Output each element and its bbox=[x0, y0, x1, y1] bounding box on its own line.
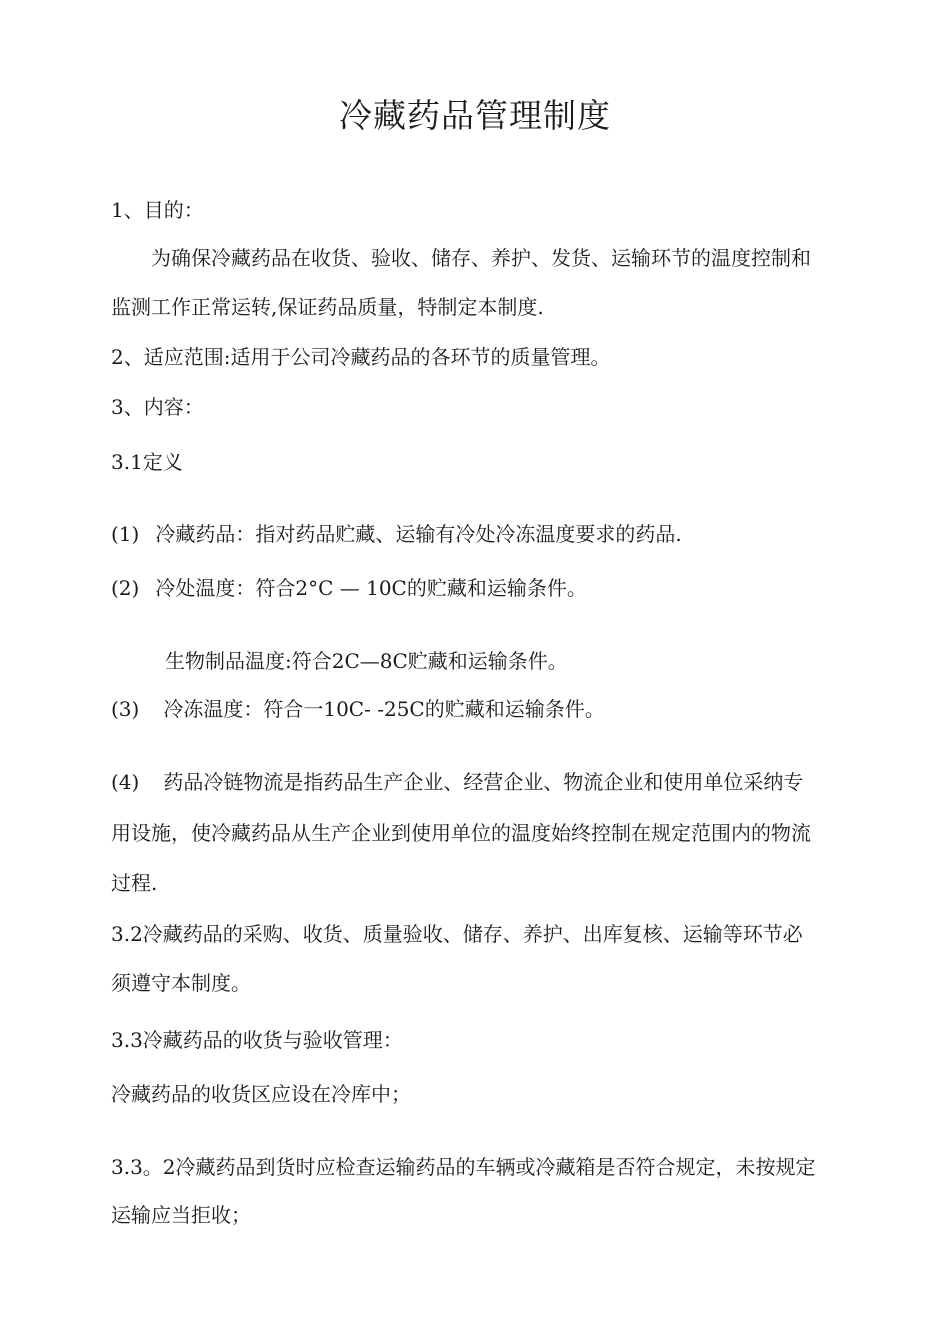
document-title: 冷藏药品管理制度 bbox=[339, 96, 611, 135]
definition-item-4-text-line-2: 用设施，使冷藏药品从生产企业到使用单位的温度始终控制在规定范围内的物流 bbox=[111, 821, 811, 845]
purpose-text-line-1: 为确保冷藏药品在收货、验收、储存、养护、发货、运输环节的温度控制和 bbox=[151, 246, 811, 270]
purpose-heading: 1、目的： bbox=[111, 198, 204, 222]
definition-item-2 bbox=[111, 574, 871, 602]
definition-item-3-text: 冷冻温度：符合一10C- -25C的贮藏和运输条件。 bbox=[163, 697, 605, 721]
definition-item-1 bbox=[111, 520, 871, 548]
definition-item-4-text-line-3: 过程. bbox=[111, 871, 158, 895]
section-3-2-line-1: 3.2冷藏药品的采购、收货、质量验收、储存、养护、出库复核、运输等环节必 bbox=[111, 922, 803, 946]
definition-item-1-number: (1) bbox=[111, 522, 140, 546]
definition-item-3-number: (3) bbox=[111, 697, 140, 721]
definition-item-3 bbox=[111, 695, 871, 723]
definition-item-2-text: 冷处温度：符合2°C — 10C的贮藏和运输条件。 bbox=[155, 576, 587, 600]
definition-heading: 3.1定义 bbox=[111, 450, 183, 474]
definition-item-2-sub: 生物制品温度:符合2C—8C贮藏和运输条件。 bbox=[165, 649, 568, 673]
content-heading: 3、内容： bbox=[111, 395, 204, 419]
definition-item-4-number: (4) bbox=[111, 770, 140, 794]
definition-item-1-text: 冷藏药品：指对药品贮藏、运输有冷处冷冻温度要求的药品. bbox=[155, 522, 682, 546]
section-3-3-2-line-2: 运输应当拒收； bbox=[111, 1203, 251, 1227]
section-3-3-heading: 3.3冷藏药品的收货与验收管理： bbox=[111, 1028, 403, 1052]
definition-item-4-text-line-1: 药品冷链物流是指药品生产企业、经营企业、物流企业和使用单位采纳专 bbox=[163, 770, 804, 794]
section-3-2-line-2: 须遵守本制度。 bbox=[111, 971, 251, 995]
purpose-text-line-2: 监测工作正常运转,保证药品质量，特制定本制度. bbox=[111, 295, 544, 319]
scope-paragraph: 2、适应范围:适用于公司冷藏药品的各环节的质量管理。 bbox=[111, 345, 611, 369]
section-3-3-2-line-1: 3.3。2冷藏药品到货时应检查运输药品的车辆或冷藏箱是否符合规定，未按规定 bbox=[111, 1155, 816, 1179]
definition-item-2-number: (2) bbox=[111, 576, 140, 600]
definition-item-4 bbox=[111, 768, 871, 796]
section-3-3-text: 冷藏药品的收货区应设在冷库中； bbox=[111, 1082, 411, 1106]
